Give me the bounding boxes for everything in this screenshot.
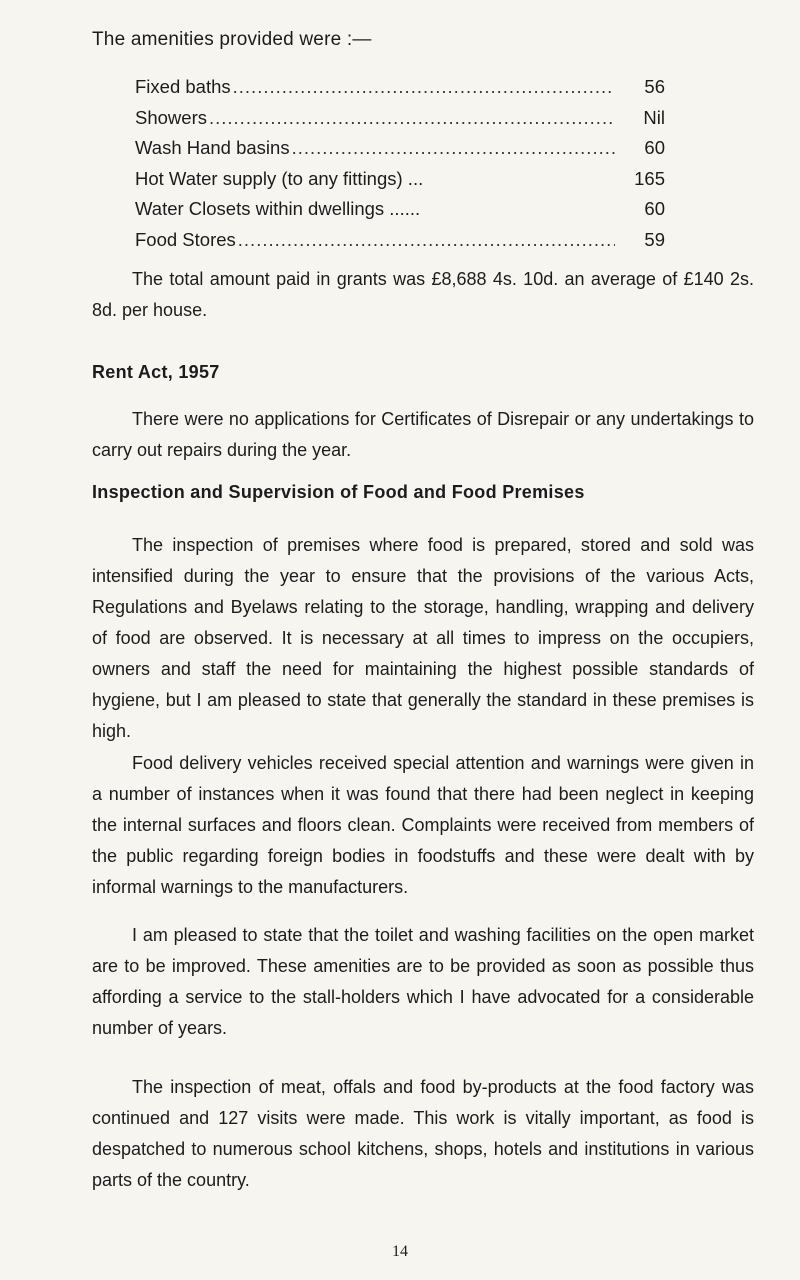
- leader-dots: [233, 76, 615, 98]
- amenity-row: [135, 107, 665, 138]
- amenity-label: Water Closets within dwellings ......: [135, 198, 421, 220]
- amenity-label: Hot Water supply (to any fittings) ...: [135, 167, 424, 189]
- amenity-value: 165: [634, 167, 665, 189]
- amenity-row: [135, 137, 665, 168]
- amenities-list: [135, 76, 665, 260]
- amenity-value: 60: [644, 137, 665, 159]
- amenity-value: 56: [644, 76, 665, 97]
- food-premises-paragraph: Food delivery vehicles received special attention and warnings were given in a number of instances when it was found that there had been neglect in keeping the internal surfaces and floors clean. Complaints were received from members of the public regarding foreign bodies in foodstuffs and these were dealt with by informal warnings to the manufacturers.: [92, 753, 754, 897]
- amenity-label: Fixed baths: [135, 76, 231, 97]
- amenity-value: 60: [644, 198, 665, 220]
- amenity-label: Showers: [135, 106, 207, 128]
- rent-act-heading: Rent Act, 1957: [92, 362, 220, 382]
- leader-dots: [209, 107, 615, 129]
- amenity-row: [135, 229, 665, 260]
- food-premises-paragraph: The inspection of meat, offals and food by-products at the food factory was continued and 127 visits were made. This work is vitally important, as food is despatched to numerous school kitchens, shops, hotels and institutions in various parts of the country.: [92, 1077, 754, 1190]
- amenity-row: [135, 168, 665, 199]
- grants-paragraph: The total amount paid in grants was £8,688 4s. 10d. an average of £140 2s. 8d. per house.: [92, 269, 754, 320]
- food-premises-paragraph: The inspection of premises where food is prepared, stored and sold was intensified during the year to ensure that the provisions of the various Acts, Regulations and Byelaws relating to the storage, handling, wrapping and delivery of food are observed. It is necessary at all times to impress on the occupiers, owners and staff the need for maintaining the highest possible standards of hygiene, but I am pleased to state that generally the standard in these premises is high.: [92, 535, 754, 741]
- leader-dots: [292, 137, 615, 159]
- leader-dots: [238, 229, 615, 251]
- rent-act-paragraph: There were no applications for Certificates of Disrepair or any undertakings to carry out repairs during the year.: [92, 409, 754, 460]
- amenities-intro: The amenities provided were :—: [92, 29, 372, 50]
- page-number: 14: [392, 1243, 408, 1260]
- amenity-value: Nil: [643, 106, 665, 128]
- amenity-row: [135, 198, 665, 229]
- amenity-value: 59: [644, 228, 665, 250]
- food-premises-heading: Inspection and Supervision of Food and Food Premises: [92, 482, 585, 502]
- amenity-label: Food Stores: [135, 228, 236, 250]
- amenity-row: [135, 76, 665, 107]
- amenity-label: Wash Hand basins: [135, 137, 290, 159]
- food-premises-paragraph: I am pleased to state that the toilet and washing facilities on the open market are to be improved. These amenities are to be provided as soon as possible thus affording a service to the stall-holders which I have advocated for a considerable number of years.: [92, 925, 754, 1038]
